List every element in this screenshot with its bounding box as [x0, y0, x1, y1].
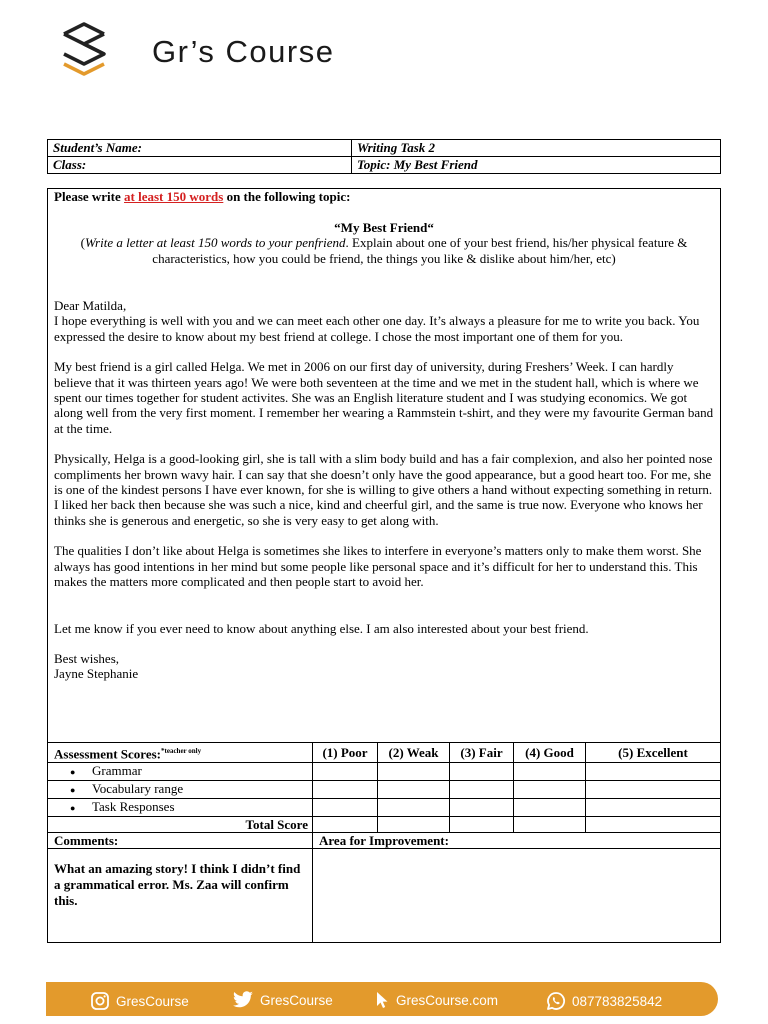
comment-text: What an amazing story! I think I didn’t find a grammatical error. Ms. Zaa will confirm this.: [48, 849, 313, 943]
total-row: [48, 817, 721, 833]
score-cell[interactable]: [378, 781, 450, 799]
score-cell[interactable]: [514, 817, 586, 833]
scale-fair: (3) Fair: [450, 743, 514, 763]
student-name-label: Student’s Name:: [48, 140, 352, 157]
letter-paragraph-4: The qualities I don’t like about Helga is sometimes she likes to interfere in everyone’s matters only to make them worst. She always has good intentions in her mind but some people like personal space and it’s difficult for her to understand this. This makes the matters more complicated and then people start to avoid her.: [54, 543, 702, 590]
letter-paragraph-5: Let me know if you ever need to know about anything else. I am also interested about your best friend.: [54, 620, 589, 636]
prompt-line: Please write at least 150 words on the following topic:: [54, 189, 351, 204]
improvement-area[interactable]: [313, 849, 721, 943]
brand-logo: [60, 22, 380, 82]
score-cell[interactable]: [514, 799, 586, 817]
improvement-label: Area for Improvement:: [313, 833, 721, 849]
footer-bar: [46, 982, 718, 1016]
footer-whatsapp[interactable]: [546, 991, 662, 1011]
score-cell[interactable]: [378, 763, 450, 781]
score-cell[interactable]: [586, 799, 721, 817]
topic-label: Topic: My Best Friend: [352, 157, 721, 174]
letter-paragraph-1: I hope everything is well with you and we can meet each other one day. It’s always a pleasure for me to write you back. You expressed the desire to know about my best friend at college. I chose the most important one of them for you.: [54, 313, 700, 344]
scale-poor: (1) Poor: [313, 743, 378, 763]
score-cell[interactable]: [586, 817, 721, 833]
letter-greeting: Dear Matilda,: [54, 298, 127, 313]
score-cell[interactable]: [450, 817, 514, 833]
criteria-grammar: ● Grammar: [48, 763, 313, 781]
score-cell[interactable]: [378, 799, 450, 817]
assessment-title: Assessment Scores:$^{*teacher only}$: [48, 743, 313, 763]
student-info-table: [47, 139, 721, 174]
writing-box: [47, 188, 721, 742]
letter-closing: Best wishes,: [54, 650, 119, 666]
prompt-instruction: (Write a letter at least 150 words to your penfriend. Explain about one of your best friend, his/her physical feature & characteristics, how you could be friend, the things you like & dislike about him/her, etc): [80, 235, 688, 266]
score-cell[interactable]: [378, 817, 450, 833]
score-cell[interactable]: [586, 781, 721, 799]
score-cell[interactable]: [514, 763, 586, 781]
scale-weak: (2) Weak: [378, 743, 450, 763]
brand-name: Gr’s Course: [152, 34, 335, 69]
twitter-icon: [232, 991, 254, 1009]
footer-website[interactable]: [376, 991, 498, 1009]
criteria-row: [48, 781, 721, 799]
criteria-row: [48, 799, 721, 817]
score-cell[interactable]: [313, 799, 378, 817]
letter-body: [54, 298, 714, 682]
footer-twitter[interactable]: [232, 991, 333, 1009]
scale-excellent: (5) Excellent: [586, 743, 721, 763]
website-url: GresCourse.com: [396, 992, 499, 1008]
topic-title: “My Best Friend“: [334, 220, 434, 235]
assessment-table: [47, 742, 721, 943]
letter-paragraph-2: My best friend is a girl called Helga. We met in 2006 on our first day of university, during Freshers’ Week. I can hardly believe that it was thirteen years ago! We were both seventeen at the time and we met in the student hall, which is where we spent our times together for student activites. She was an English literature student and I was studying economics. We got along well from the very first moment. I remember her wearing a Rammstein t-shirt, and they were my favourite German band at the time.: [54, 359, 714, 436]
letter-paragraph-3: Physically, Helga is a good-looking girl, she is tall with a slim body build and has a fair complexion, and also her pointed nose compliments her brown wavy hair. I can say that she doesn’t only have the good appearance, but a good heart too. For me, she is one of the kindest persons I have ever known, for she is willing to give others a hand without expecting something in return. I liked her back then because she was such a nice, kind and cheerful girl, and the same is true now. Everyone who knows her thinks she is generous and energetic, so she is very easy to get along with.: [54, 451, 713, 528]
letter-signature: Jayne Stephanie: [54, 666, 139, 682]
score-cell[interactable]: [450, 799, 514, 817]
scale-good: (4) Good: [514, 743, 586, 763]
instagram-handle: GresCourse: [116, 993, 189, 1009]
score-cell[interactable]: [313, 781, 378, 799]
class-label: Class:: [48, 157, 352, 174]
score-cell[interactable]: [450, 781, 514, 799]
total-score-label: Total Score: [48, 817, 313, 833]
score-cell[interactable]: [313, 763, 378, 781]
score-cell[interactable]: [313, 817, 378, 833]
score-cell[interactable]: [450, 763, 514, 781]
logo-mark-icon: [60, 22, 120, 78]
task-label: Writing Task 2: [352, 140, 721, 157]
comments-label: Comments:: [48, 833, 313, 849]
word-count-highlight: at least 150 words: [124, 189, 224, 204]
instagram-icon: [90, 991, 110, 1011]
whatsapp-icon: [546, 991, 566, 1011]
twitter-handle: GresCourse: [260, 992, 333, 1008]
criteria-task-responses: ● Task Responses: [48, 799, 313, 817]
criteria-row: [48, 763, 721, 781]
score-cell[interactable]: [586, 763, 721, 781]
cursor-icon: [376, 991, 390, 1009]
score-cell[interactable]: [514, 781, 586, 799]
criteria-vocabulary: ● Vocabulary range: [48, 781, 313, 799]
whatsapp-number: 087783825842: [572, 993, 663, 1009]
footer-instagram[interactable]: [90, 991, 189, 1011]
